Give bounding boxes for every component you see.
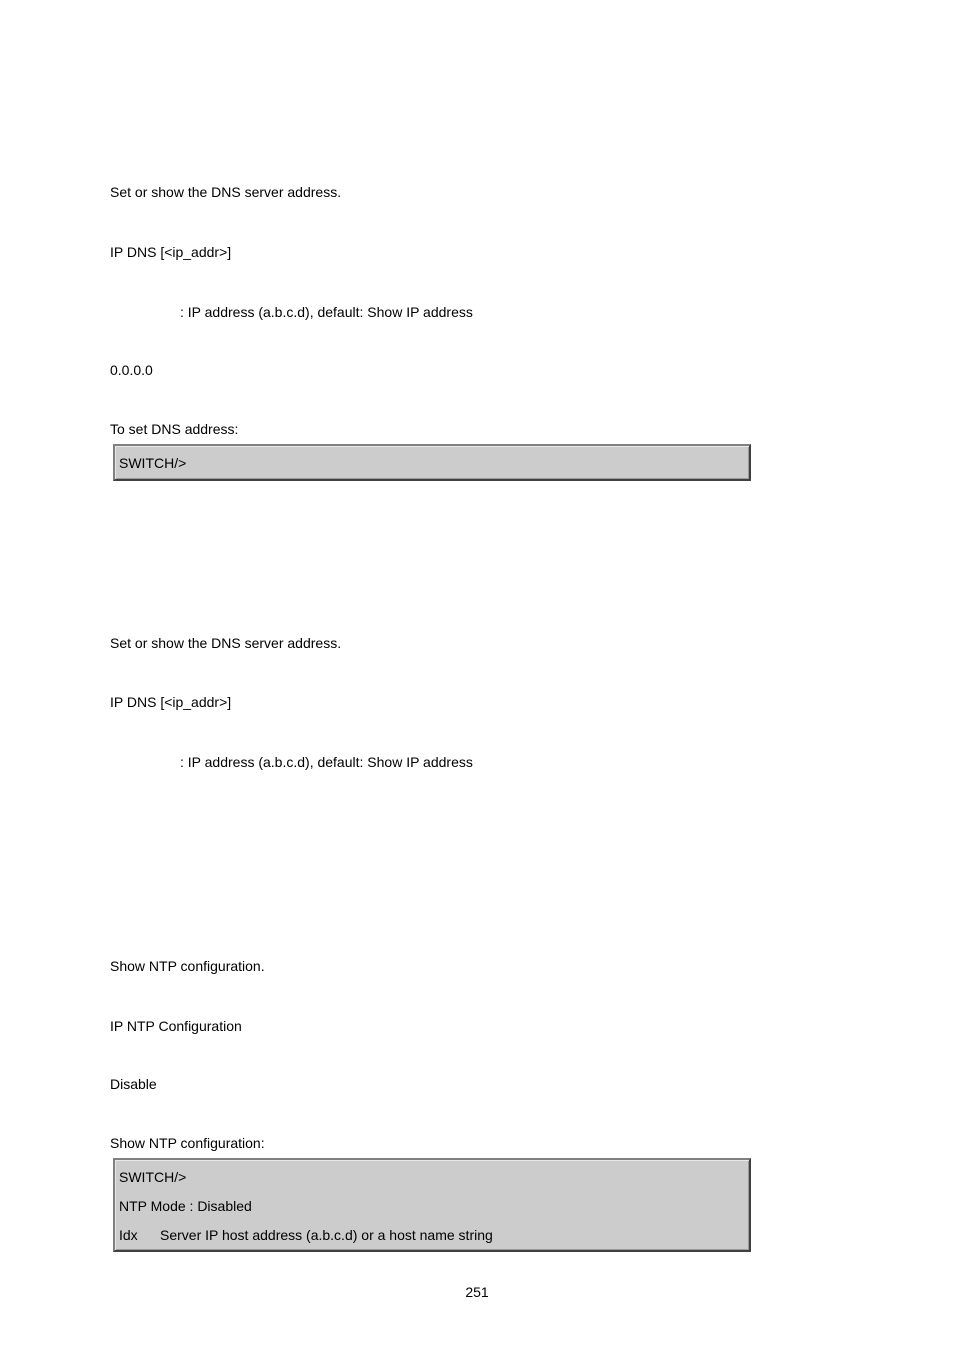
syntax-text: IP DNS [<ip_addr>] bbox=[110, 244, 232, 260]
console-prompt: SWITCH/> bbox=[119, 455, 187, 471]
description-text: Show NTP configuration. bbox=[110, 958, 265, 974]
description-text: Set or show the DNS server address. bbox=[110, 635, 342, 651]
parameter-text: : IP address (a.b.c.d), default: Show IP address bbox=[180, 304, 473, 320]
syntax-text: IP DNS [<ip_addr>] bbox=[110, 694, 232, 710]
example-intro-text: Show NTP configuration: bbox=[110, 1135, 265, 1151]
console-ntp-mode: NTP Mode : Disabled bbox=[119, 1198, 252, 1214]
console-prompt: SWITCH/> bbox=[119, 1169, 187, 1185]
syntax-text: IP NTP Configuration bbox=[110, 1018, 242, 1034]
example-intro-text: To set DNS address: bbox=[110, 421, 239, 437]
console-header-desc: Server IP host address (a.b.c.d) or a host name string bbox=[160, 1227, 493, 1243]
description-text: Set or show the DNS server address. bbox=[110, 184, 342, 200]
parameter-text: : IP address (a.b.c.d), default: Show IP address bbox=[180, 754, 473, 770]
default-value-text: 0.0.0.0 bbox=[110, 362, 153, 378]
console-box bbox=[113, 444, 751, 481]
console-table-header bbox=[119, 1226, 493, 1244]
page-number: 251 bbox=[465, 1284, 489, 1300]
default-value-text: Disable bbox=[110, 1076, 157, 1092]
console-box bbox=[113, 1158, 751, 1252]
console-header-idx: Idx bbox=[119, 1227, 138, 1243]
